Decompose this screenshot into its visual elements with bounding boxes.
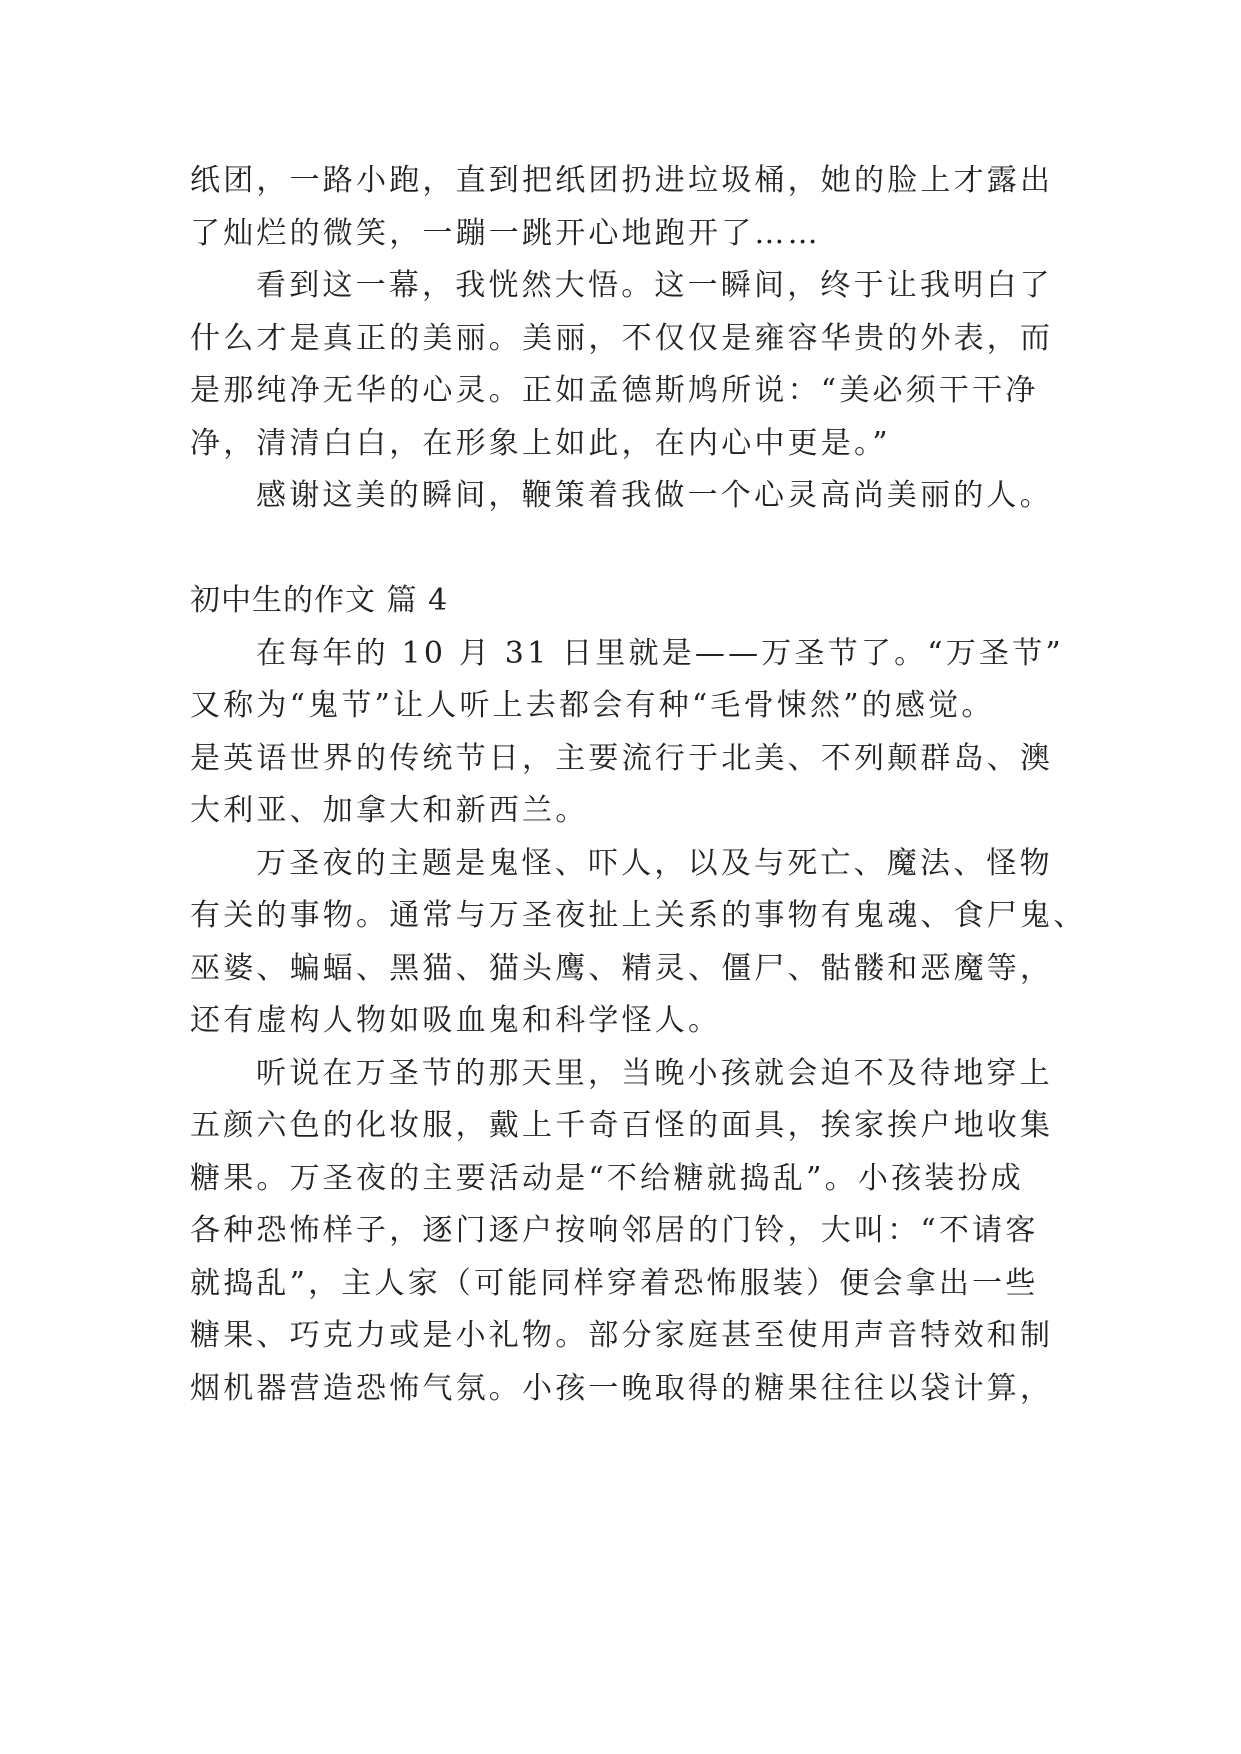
text-line: 糖果、巧克力或是小礼物。部分家庭甚至使用声音特效和制 (190, 1318, 1054, 1353)
text-line: 了灿烂的微笑，一蹦一跳开心地跑开了…… (190, 215, 821, 251)
text-line: 纸团，一路小跑，直到把纸团扔进垃圾桶，她的脸上才露出 (190, 163, 1054, 198)
text-line: 看到这一幕，我恍然大悟。这一瞬间，终于让我明白了 (256, 268, 1053, 303)
text-line: 就捣乱”，主人家（可能同样穿着恐怖服装）便会拿出一些 (190, 1265, 1039, 1301)
text-line: 感谢这美的瞬间，鞭策着我做一个心灵高尚美丽的人。 (256, 478, 1053, 513)
text-line: 又称为“鬼节”让人听上去都会有种“毛骨悚然”的感觉。 (190, 688, 995, 723)
paragraph (190, 155, 1060, 260)
paragraph (190, 470, 1060, 523)
text-line: 是英语世界的传统节日，主要流行于北美、不列颠群岛、澳 (190, 740, 1054, 776)
text-line: 有关的事物。通常与万圣夜扯上关系的事物有鬼魂、食尸鬼、 (190, 898, 1087, 933)
text-line: 是那纯净无华的心灵。正如孟德斯鸠所说：“美必须干干净 (190, 373, 1039, 408)
text-line: 五颜六色的化妆服，戴上千奇百怪的面具，挨家挨户地收集 (190, 1108, 1054, 1143)
text-line: 烟机器营造恐怖气氛。小孩一晚取得的糖果往往以袋计算， (190, 1370, 1054, 1406)
text-line: 在每年的 10 月 31 日里就是——万圣节了。“万圣节” (256, 635, 1064, 671)
text-line: 什么才是真正的美丽。美丽，不仅仅是雍容华贵的外表，而 (190, 320, 1054, 356)
section-essay-4 (190, 575, 1087, 1415)
paragraph (190, 838, 1087, 1048)
text-line: 各种恐怖样子，逐门逐户按响邻居的门铃，大叫：“不请客 (190, 1213, 1039, 1248)
paragraph (190, 260, 1060, 470)
document-page (190, 155, 1087, 1415)
text-line: 听说在万圣节的那天里，当晚小孩就会迫不及待地穿上 (256, 1055, 1053, 1091)
section-gap (190, 523, 1060, 576)
text-line: 大利亚、加拿大和新西兰。 (190, 793, 589, 828)
paragraph (190, 628, 1064, 838)
text-line: 糖果。万圣夜的主要活动是“不给糖就捣乱”。小孩装扮成 (190, 1160, 1024, 1196)
paragraph (190, 1048, 1060, 1416)
essay-heading: 初中生的作文 篇 4 (190, 583, 449, 618)
section-previous-essay (190, 155, 1060, 523)
text-line: 净，清清白白，在形象上如此，在内心中更是。” (190, 425, 891, 461)
text-line: 还有虚构人物如吸血鬼和科学怪人。 (190, 1003, 722, 1038)
text-line: 巫婆、蝙蝠、黑猫、猫头鹰、精灵、僵尸、骷髅和恶魔等， (190, 950, 1054, 986)
text-line: 万圣夜的主题是鬼怪、吓人，以及与死亡、魔法、怪物 (256, 845, 1053, 881)
